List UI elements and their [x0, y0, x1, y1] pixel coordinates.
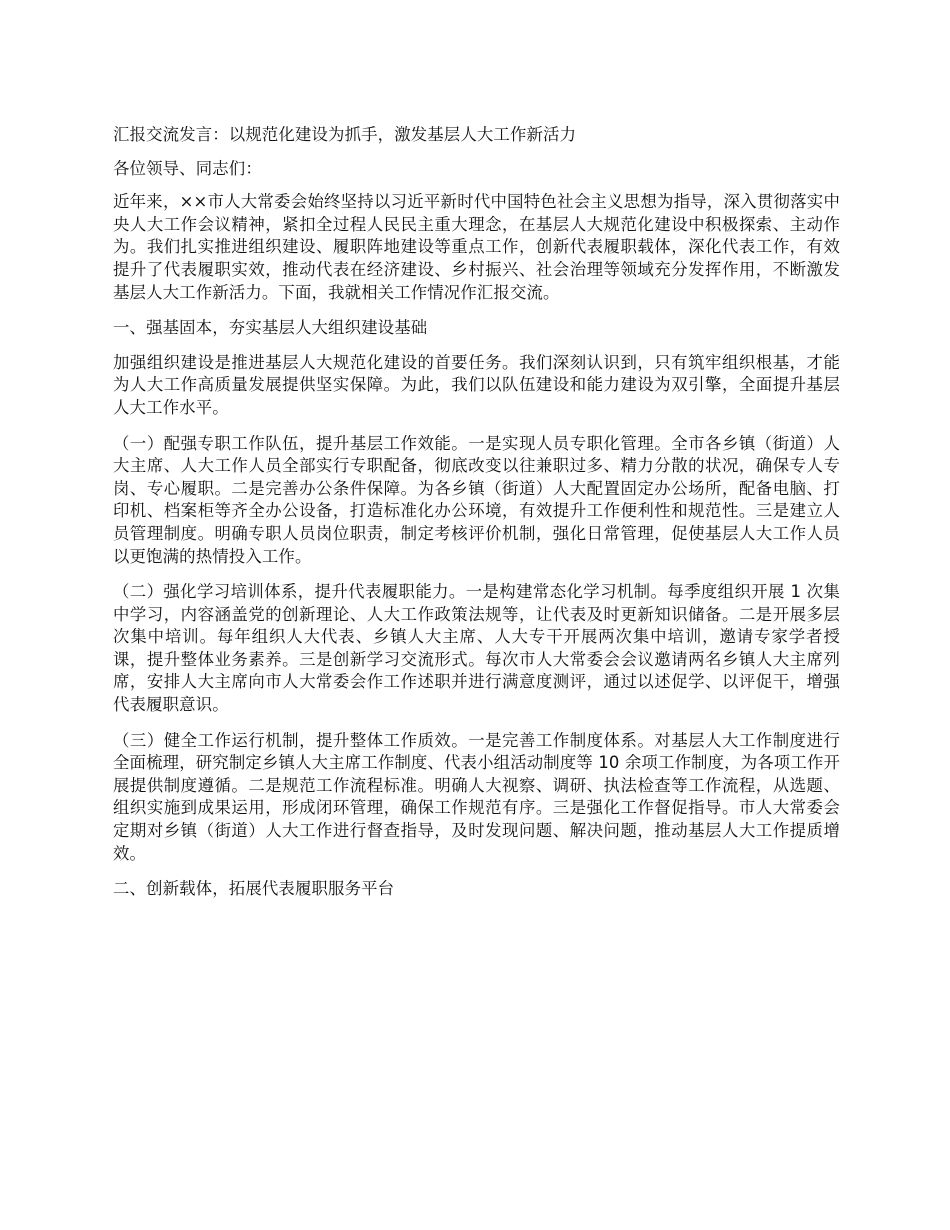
- salutation: 各位领导、同志们：: [113, 158, 262, 178]
- section-2-heading: 二、创新载体，拓展代表履职服务平台: [113, 879, 395, 899]
- section-1-point-3-paragraph: （三）健全工作运行机制，提升整体工作质效。一是完善工作制度体系。对基层人大工作制度进行全面梳理，研究制定乡镇人大主席工作制度、代表小组活动制度等 10 余项工作制度，为各项工作开展提供制度遵循。二是规范工作流程标准。明确人大视察、调研、执法检查等工作流程，从选题、组织实施到成果运用，形成闭环管理，确保工作规范有序。三是强化工作督促指导。市人大常委会定期对乡镇（街道）人大工作进行督查指导，及时发现问题、解决问题，推动基层人大工作提质增效。: [113, 730, 840, 863]
- intro-paragraph: 近年来，××市人大常委会始终坚持以习近平新时代中国特色社会主义思想为指导，深入贯彻落实中央人大工作会议精神，紧扣全过程人民民主重大理念，在基层人大规范化建设中积极探索、主动作为。我们扎实推进组织建设、履职阵地建设等重点工作，创新代表履职载体，深化代表工作，有效提升了代表履职实效，推动代表在经济建设、乡村振兴、社会治理等领域充分发挥作用，不断激发基层人大工作新活力。下面，我就相关工作情况作汇报交流。: [113, 192, 840, 302]
- section-1-heading: 一、强基固本，夯实基层人大组织建设基础: [113, 318, 428, 338]
- section-1-point-1-paragraph: （一）配强专职工作队伍，提升基层工作效能。一是实现人员专职化管理。全市各乡镇（街道）人大主席、人大工作人员全部实行专职配备，彻底改变以往兼职过多、精力分散的状况，确保专人专岗、专心履职。二是完善办公条件保障。为各乡镇（街道）人大配置固定办公场所，配备电脑、打印机、档案柜等齐全办公设备，打造标准化办公环境，有效提升工作便利性和规范性。三是建立人员管理制度。明确专职人员岗位职责，制定考核评价机制，强化日常管理，促使基层人大工作人员以更饱满的热情投入工作。: [113, 433, 840, 566]
- document-page: [113, 124, 840, 913]
- document-title: 汇报交流发言：以规范化建设为抓手，激发基层人大工作新活力: [113, 125, 577, 144]
- section-1-intro-paragraph: 加强组织建设是推进基层人大规范化建设的首要任务。我们深刻认识到，只有筑牢组织根基，才能为人大工作高质量发展提供坚实保障。为此，我们以队伍建设和能力建设为双引擎，全面提升基层人大工作水平。: [113, 352, 840, 417]
- section-1-point-2-paragraph: （二）强化学习培训体系，提升代表履职能力。一是构建常态化学习机制。每季度组织开展 1 次集中学习，内容涵盖党的创新理论、人大工作政策法规等，让代表及时更新知识储备。二是开展多层次集中培训。每年组织人大代表、乡镇人大主席、人大专干开展两次集中培训，邀请专家学者授课，提升整体业务素养。三是创新学习交流形式。每次市人大常委会会议邀请两名乡镇人大主席列席，安排人大主席向市人大常委会作工作述职并进行满意度测评，通过以述促学、以评促干，增强代表履职意识。: [113, 582, 840, 715]
